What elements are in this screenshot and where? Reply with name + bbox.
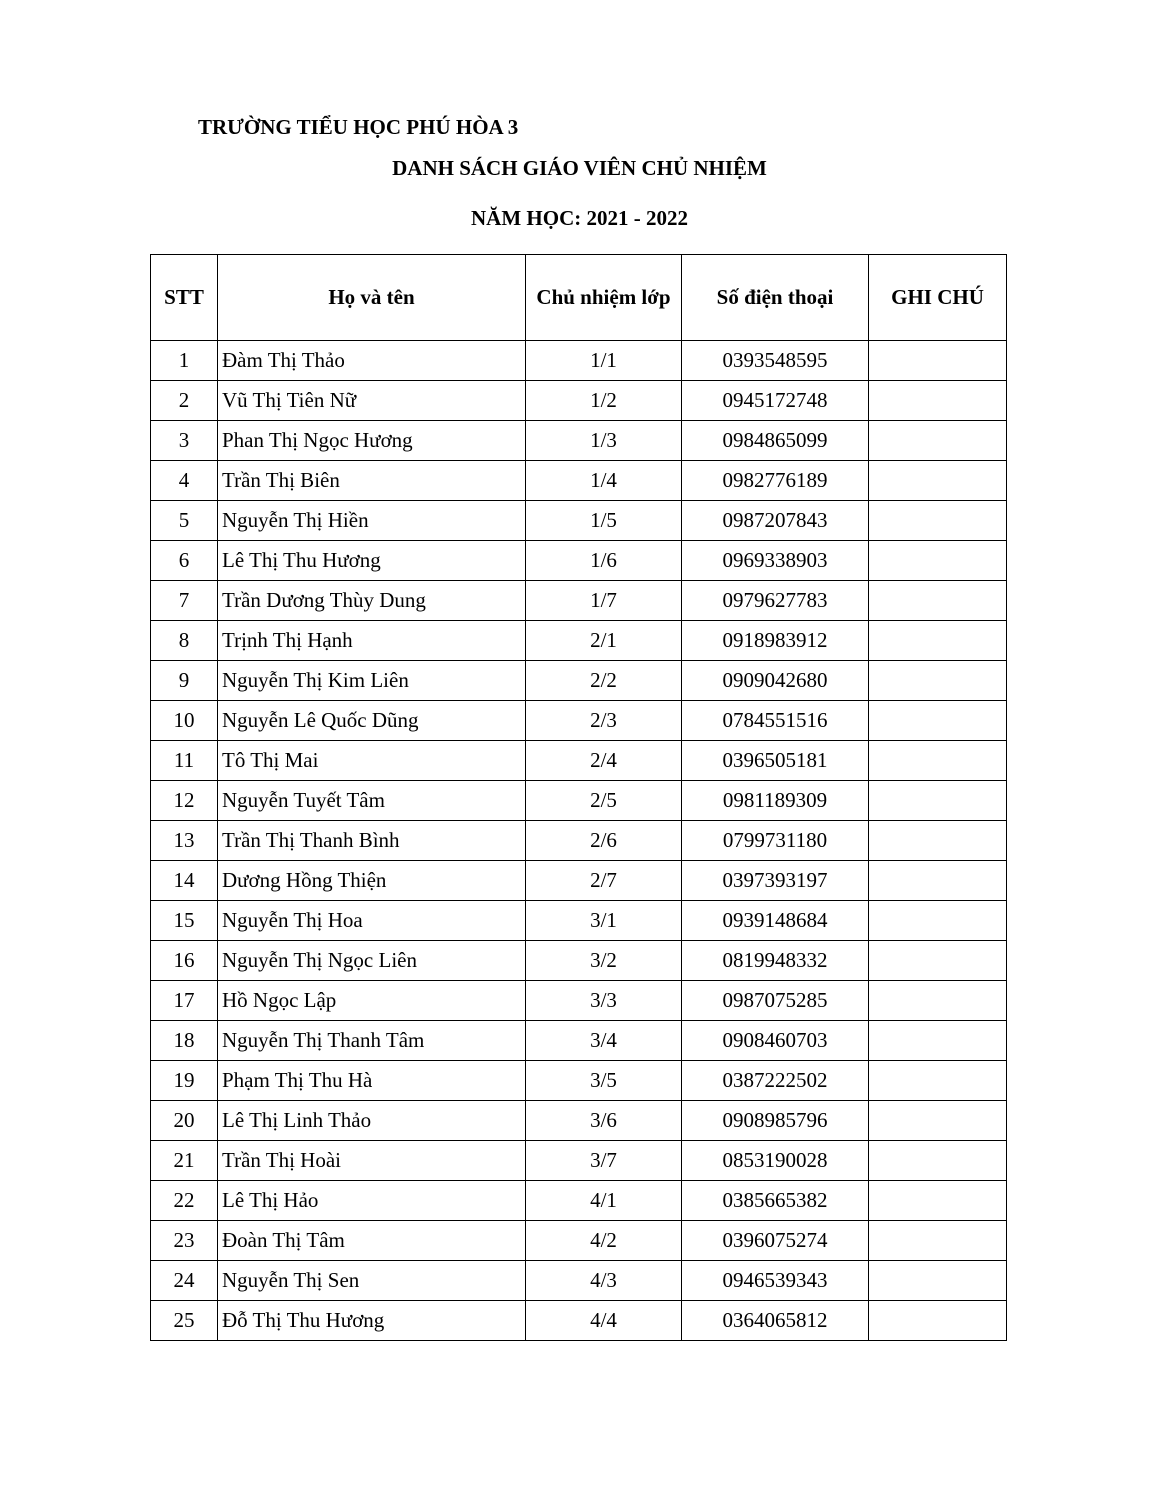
cell-note <box>869 621 1007 661</box>
cell-phone: 0799731180 <box>682 821 869 861</box>
cell-class: 3/1 <box>526 901 682 941</box>
cell-stt: 1 <box>151 341 218 381</box>
cell-class: 2/7 <box>526 861 682 901</box>
teacher-table <box>150 254 1007 1341</box>
cell-class: 1/1 <box>526 341 682 381</box>
cell-note <box>869 781 1007 821</box>
cell-class: 2/6 <box>526 821 682 861</box>
cell-name: Đàm Thị Thảo <box>218 341 526 381</box>
cell-name: Trần Thị Thanh Bình <box>218 821 526 861</box>
cell-note <box>869 701 1007 741</box>
cell-note <box>869 661 1007 701</box>
table-row <box>151 381 1007 421</box>
cell-stt: 9 <box>151 661 218 701</box>
cell-note <box>869 901 1007 941</box>
cell-phone: 0396505181 <box>682 741 869 781</box>
cell-note <box>869 1261 1007 1301</box>
cell-stt: 11 <box>151 741 218 781</box>
cell-stt: 6 <box>151 541 218 581</box>
cell-note <box>869 341 1007 381</box>
cell-class: 1/2 <box>526 381 682 421</box>
cell-name: Nguyễn Thị Thanh Tâm <box>218 1021 526 1061</box>
cell-note <box>869 581 1007 621</box>
cell-note <box>869 1181 1007 1221</box>
cell-class: 3/4 <box>526 1021 682 1061</box>
column-header-name: Họ và tên <box>218 255 526 341</box>
cell-phone: 0385665382 <box>682 1181 869 1221</box>
cell-phone: 0784551516 <box>682 701 869 741</box>
cell-class: 3/5 <box>526 1061 682 1101</box>
cell-class: 3/7 <box>526 1141 682 1181</box>
table-row <box>151 501 1007 541</box>
table-row <box>151 621 1007 661</box>
cell-phone: 0918983912 <box>682 621 869 661</box>
cell-name: Trần Thị Biên <box>218 461 526 501</box>
cell-note <box>869 1221 1007 1261</box>
cell-phone: 0364065812 <box>682 1301 869 1341</box>
cell-name: Tô Thị Mai <box>218 741 526 781</box>
cell-class: 1/6 <box>526 541 682 581</box>
cell-class: 1/4 <box>526 461 682 501</box>
table-row <box>151 701 1007 741</box>
cell-class: 4/2 <box>526 1221 682 1261</box>
table-row <box>151 661 1007 701</box>
cell-stt: 17 <box>151 981 218 1021</box>
cell-class: 2/4 <box>526 741 682 781</box>
cell-phone: 0945172748 <box>682 381 869 421</box>
cell-class: 2/1 <box>526 621 682 661</box>
cell-stt: 8 <box>151 621 218 661</box>
cell-phone: 0387222502 <box>682 1061 869 1101</box>
cell-note <box>869 541 1007 581</box>
cell-name: Trần Thị Hoài <box>218 1141 526 1181</box>
cell-class: 3/2 <box>526 941 682 981</box>
document-title: DANH SÁCH GIÁO VIÊN CHỦ NHIỆM <box>392 156 767 180</box>
school-year: NĂM HỌC: 2021 - 2022 <box>471 206 688 230</box>
table-header-row <box>151 255 1007 341</box>
table-row <box>151 821 1007 861</box>
cell-name: Lê Thị Hảo <box>218 1181 526 1221</box>
cell-class: 4/1 <box>526 1181 682 1221</box>
cell-name: Nguyễn Lê Quốc Dũng <box>218 701 526 741</box>
cell-name: Nguyễn Thị Hiền <box>218 501 526 541</box>
table-row <box>151 781 1007 821</box>
cell-class: 2/5 <box>526 781 682 821</box>
cell-note <box>869 941 1007 981</box>
cell-phone: 0984865099 <box>682 421 869 461</box>
table-body <box>151 341 1007 1341</box>
cell-stt: 22 <box>151 1181 218 1221</box>
table-row <box>151 1061 1007 1101</box>
cell-note <box>869 501 1007 541</box>
cell-name: Nguyễn Thị Sen <box>218 1261 526 1301</box>
cell-phone: 0908985796 <box>682 1101 869 1141</box>
cell-note <box>869 381 1007 421</box>
cell-note <box>869 741 1007 781</box>
table-row <box>151 1181 1007 1221</box>
cell-name: Nguyễn Thị Kim Liên <box>218 661 526 701</box>
cell-phone: 0397393197 <box>682 861 869 901</box>
cell-stt: 5 <box>151 501 218 541</box>
table-row <box>151 1301 1007 1341</box>
table-row <box>151 941 1007 981</box>
cell-name: Phan Thị Ngọc Hương <box>218 421 526 461</box>
table-row <box>151 861 1007 901</box>
cell-stt: 23 <box>151 1221 218 1261</box>
table-row <box>151 1021 1007 1061</box>
cell-phone: 0982776189 <box>682 461 869 501</box>
cell-name: Hồ Ngọc Lập <box>218 981 526 1021</box>
cell-stt: 12 <box>151 781 218 821</box>
cell-stt: 10 <box>151 701 218 741</box>
cell-class: 3/3 <box>526 981 682 1021</box>
cell-phone: 0396075274 <box>682 1221 869 1261</box>
cell-name: Dương Hồng Thiện <box>218 861 526 901</box>
cell-stt: 15 <box>151 901 218 941</box>
cell-note <box>869 1101 1007 1141</box>
cell-name: Lê Thị Thu Hương <box>218 541 526 581</box>
cell-class: 1/3 <box>526 421 682 461</box>
table-row <box>151 901 1007 941</box>
cell-stt: 25 <box>151 1301 218 1341</box>
cell-class: 2/2 <box>526 661 682 701</box>
column-header-phone: Số điện thoại <box>682 255 869 341</box>
cell-note <box>869 1061 1007 1101</box>
cell-name: Đỗ Thị Thu Hương <box>218 1301 526 1341</box>
cell-stt: 16 <box>151 941 218 981</box>
cell-name: Trần Dương Thùy Dung <box>218 581 526 621</box>
cell-stt: 7 <box>151 581 218 621</box>
cell-name: Vũ Thị Tiên Nữ <box>218 381 526 421</box>
cell-note <box>869 1301 1007 1341</box>
cell-class: 2/3 <box>526 701 682 741</box>
cell-phone: 0946539343 <box>682 1261 869 1301</box>
table-row <box>151 1141 1007 1181</box>
cell-name: Nguyễn Thị Hoa <box>218 901 526 941</box>
cell-class: 3/6 <box>526 1101 682 1141</box>
cell-stt: 21 <box>151 1141 218 1181</box>
cell-stt: 4 <box>151 461 218 501</box>
cell-phone: 0908460703 <box>682 1021 869 1061</box>
column-header-note: GHI CHÚ <box>869 255 1007 341</box>
table-row <box>151 741 1007 781</box>
column-header-class: Chủ nhiệm lớp <box>526 255 682 341</box>
column-header-stt: STT <box>151 255 218 341</box>
cell-stt: 14 <box>151 861 218 901</box>
cell-stt: 19 <box>151 1061 218 1101</box>
cell-name: Nguyễn Thị Ngọc Liên <box>218 941 526 981</box>
cell-phone: 0981189309 <box>682 781 869 821</box>
cell-note <box>869 421 1007 461</box>
school-name: TRƯỜNG TIỂU HỌC PHÚ HÒA 3 <box>198 115 519 139</box>
cell-name: Phạm Thị Thu Hà <box>218 1061 526 1101</box>
table-row <box>151 981 1007 1021</box>
cell-phone: 0853190028 <box>682 1141 869 1181</box>
cell-class: 1/7 <box>526 581 682 621</box>
cell-class: 4/3 <box>526 1261 682 1301</box>
cell-name: Nguyễn Tuyết Tâm <box>218 781 526 821</box>
cell-stt: 13 <box>151 821 218 861</box>
cell-phone: 0979627783 <box>682 581 869 621</box>
cell-note <box>869 1141 1007 1181</box>
cell-note <box>869 861 1007 901</box>
cell-stt: 3 <box>151 421 218 461</box>
table-row <box>151 1261 1007 1301</box>
table-row <box>151 541 1007 581</box>
cell-phone: 0969338903 <box>682 541 869 581</box>
cell-name: Trịnh Thị Hạnh <box>218 621 526 661</box>
cell-class: 1/5 <box>526 501 682 541</box>
cell-note <box>869 981 1007 1021</box>
cell-stt: 2 <box>151 381 218 421</box>
cell-phone: 0393548595 <box>682 341 869 381</box>
cell-stt: 24 <box>151 1261 218 1301</box>
table-row <box>151 341 1007 381</box>
table-row <box>151 581 1007 621</box>
table-row <box>151 421 1007 461</box>
table-row <box>151 1221 1007 1261</box>
table-row <box>151 461 1007 501</box>
cell-name: Đoàn Thị Tâm <box>218 1221 526 1261</box>
cell-phone: 0819948332 <box>682 941 869 981</box>
cell-phone: 0987207843 <box>682 501 869 541</box>
cell-name: Lê Thị Linh Thảo <box>218 1101 526 1141</box>
cell-phone: 0987075285 <box>682 981 869 1021</box>
cell-class: 4/4 <box>526 1301 682 1341</box>
cell-stt: 20 <box>151 1101 218 1141</box>
cell-phone: 0909042680 <box>682 661 869 701</box>
cell-phone: 0939148684 <box>682 901 869 941</box>
table-row <box>151 1101 1007 1141</box>
cell-note <box>869 821 1007 861</box>
cell-note <box>869 461 1007 501</box>
cell-note <box>869 1021 1007 1061</box>
cell-stt: 18 <box>151 1021 218 1061</box>
